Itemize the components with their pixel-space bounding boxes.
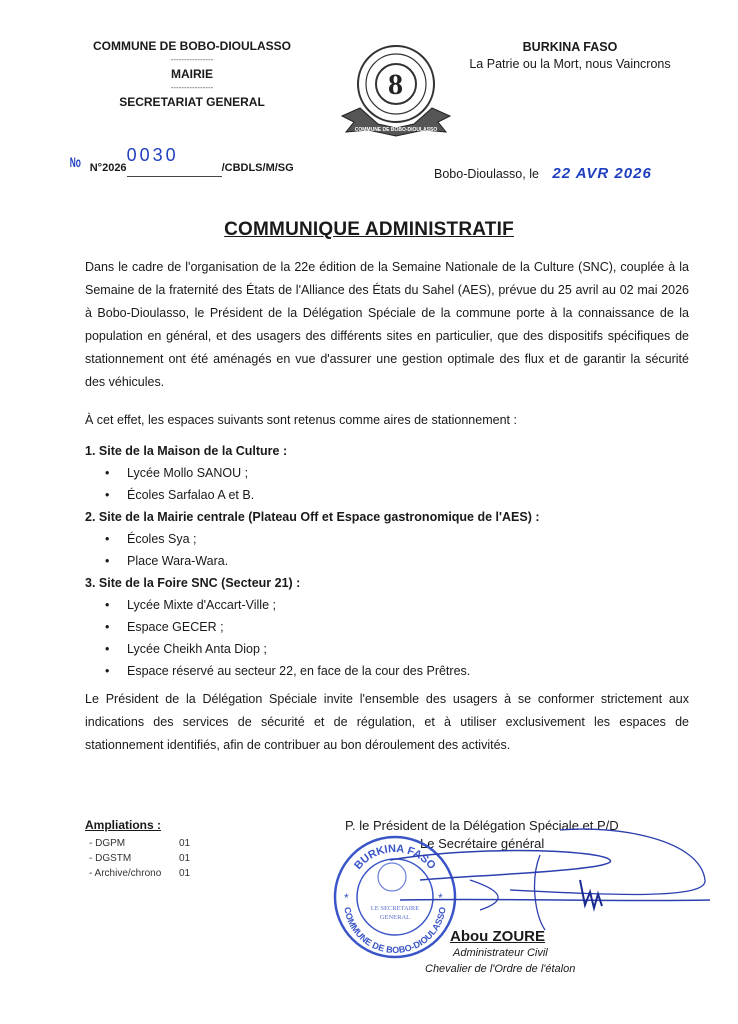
country-name: BURKINA FASO: [522, 40, 618, 54]
list-item: • Lycée Cheikh Anta Diop ;: [105, 638, 689, 660]
parking-intro: À cet effet, les espaces suivants sont retenus comme aires de stationnement :: [85, 413, 517, 427]
reference-number: [66, 145, 294, 177]
list-item: • Écoles Sarfalao A et B.: [105, 484, 689, 506]
ampliation-row: - DGSTM 01: [89, 853, 191, 864]
ampliations: [85, 818, 190, 881]
signer-honor: Chevalier de l'Ordre de l'étalon: [425, 963, 576, 975]
official-seal-icon: [330, 832, 460, 962]
reference-suffix: /CBDLS/M/SG: [221, 162, 294, 174]
ampliations-title: Ampliations :: [85, 818, 162, 832]
site-section: [85, 572, 689, 682]
site-title: 1. Site de la Maison de la Culture :: [85, 444, 288, 458]
list-item: • Espace GECER ;: [105, 616, 689, 638]
commune-name: COMMUNE DE BOBO-DIOULASSO: [93, 39, 291, 53]
list-item: • Lycée Mollo SANOU ;: [105, 462, 689, 484]
ampliation-row: - Archive/chrono 01: [89, 868, 191, 879]
svg-text:*: *: [344, 891, 349, 905]
reference-prefix: N°2026: [89, 162, 127, 174]
header-right: [440, 40, 700, 71]
list-item: • Place Wara-Wara.: [105, 550, 689, 572]
signer-title: Administrateur Civil: [453, 947, 548, 959]
list-item: • Espace réservé au secteur 22, en face de la cour des Prêtres.: [105, 660, 689, 682]
ampliation-row: - DGPM 01: [89, 838, 191, 849]
signature-authority: P. le Président de la Délégation Spéciale et P/D: [345, 818, 619, 833]
site-title: 3. Site de la Foire SNC (Secteur 21) :: [85, 576, 301, 590]
parking-sites-list: [85, 440, 689, 682]
svg-text:GENERAL: GENERAL: [379, 914, 411, 921]
separator: ----------------: [170, 83, 214, 92]
intro-paragraph: Dans le cadre de l'organisation de la 22e édition de la Semaine Nationale de la Culture (SNC), couplée à la Semaine de la fraternité des États de l'Alliance des États du Sahel (AES), prévue du 25 avril au 02 mai 2026 à Bobo-Dioulasso, le Président de la Délégation Spéciale de la commune porte à la connaissance de la population en général, et des usagers des différents sites en particulier, que des dispositifs spécifiques de stationnement ont été aménagés en vue d'assurer une gestion optimale des flux et de garantir la sécurité des véhicules.: [85, 260, 689, 389]
site-section: [85, 440, 689, 506]
secretariat-label: SECRETARIAT GENERAL: [119, 95, 265, 109]
svg-text:BURKINA FASO: BURKINA FASO: [352, 842, 438, 872]
svg-text:LE SECRETAIRE: LE SECRETAIRE: [370, 905, 420, 912]
place-date: [434, 165, 652, 182]
national-motto: La Patrie ou la Mort, nous Vaincrons: [469, 57, 671, 71]
mairie-label: MAIRIE: [171, 67, 213, 81]
closing-paragraph: Le Président de la Délégation Spéciale invite l'ensemble des usagers à se conformer strictement aux indications des services de sécurité et de régulation, et à utiliser exclusivement les espaces de stationnement identifiés, afin de contribuer au bon déroulement des activités.: [85, 692, 689, 752]
header-left: [62, 40, 322, 114]
reference-stamped-number: 0030: [126, 145, 179, 165]
list-item: • Lycée Mixte d'Accart-Ville ;: [105, 594, 689, 616]
separator: ----------------: [170, 55, 214, 64]
site-section: [85, 506, 689, 572]
number-stamp: No: [69, 154, 81, 170]
signature-role: Le Secrétaire général: [420, 836, 545, 851]
svg-text:COMMUNE DE BOBO-DIOULASSO: COMMUNE DE BOBO-DIOULASSO: [342, 906, 448, 956]
site-title: 2. Site de la Mairie centrale (Plateau Off et Espace gastronomique de l'AES) :: [85, 510, 540, 524]
svg-text:*: *: [438, 891, 443, 905]
signer-name: Abou ZOURE: [450, 928, 545, 945]
list-item: • Écoles Sya ;: [105, 528, 689, 550]
svg-text:COMMUNE DE BOBO-DIOULASSO: COMMUNE DE BOBO-DIOULASSO: [354, 127, 438, 133]
date-stamp: 22 AVR 2026: [552, 165, 652, 182]
document-title: COMMUNIQUE ADMINISTRATIF: [224, 219, 514, 240]
place-label: Bobo-Dioulasso, le: [434, 167, 539, 181]
svg-text:8: 8: [388, 68, 403, 101]
